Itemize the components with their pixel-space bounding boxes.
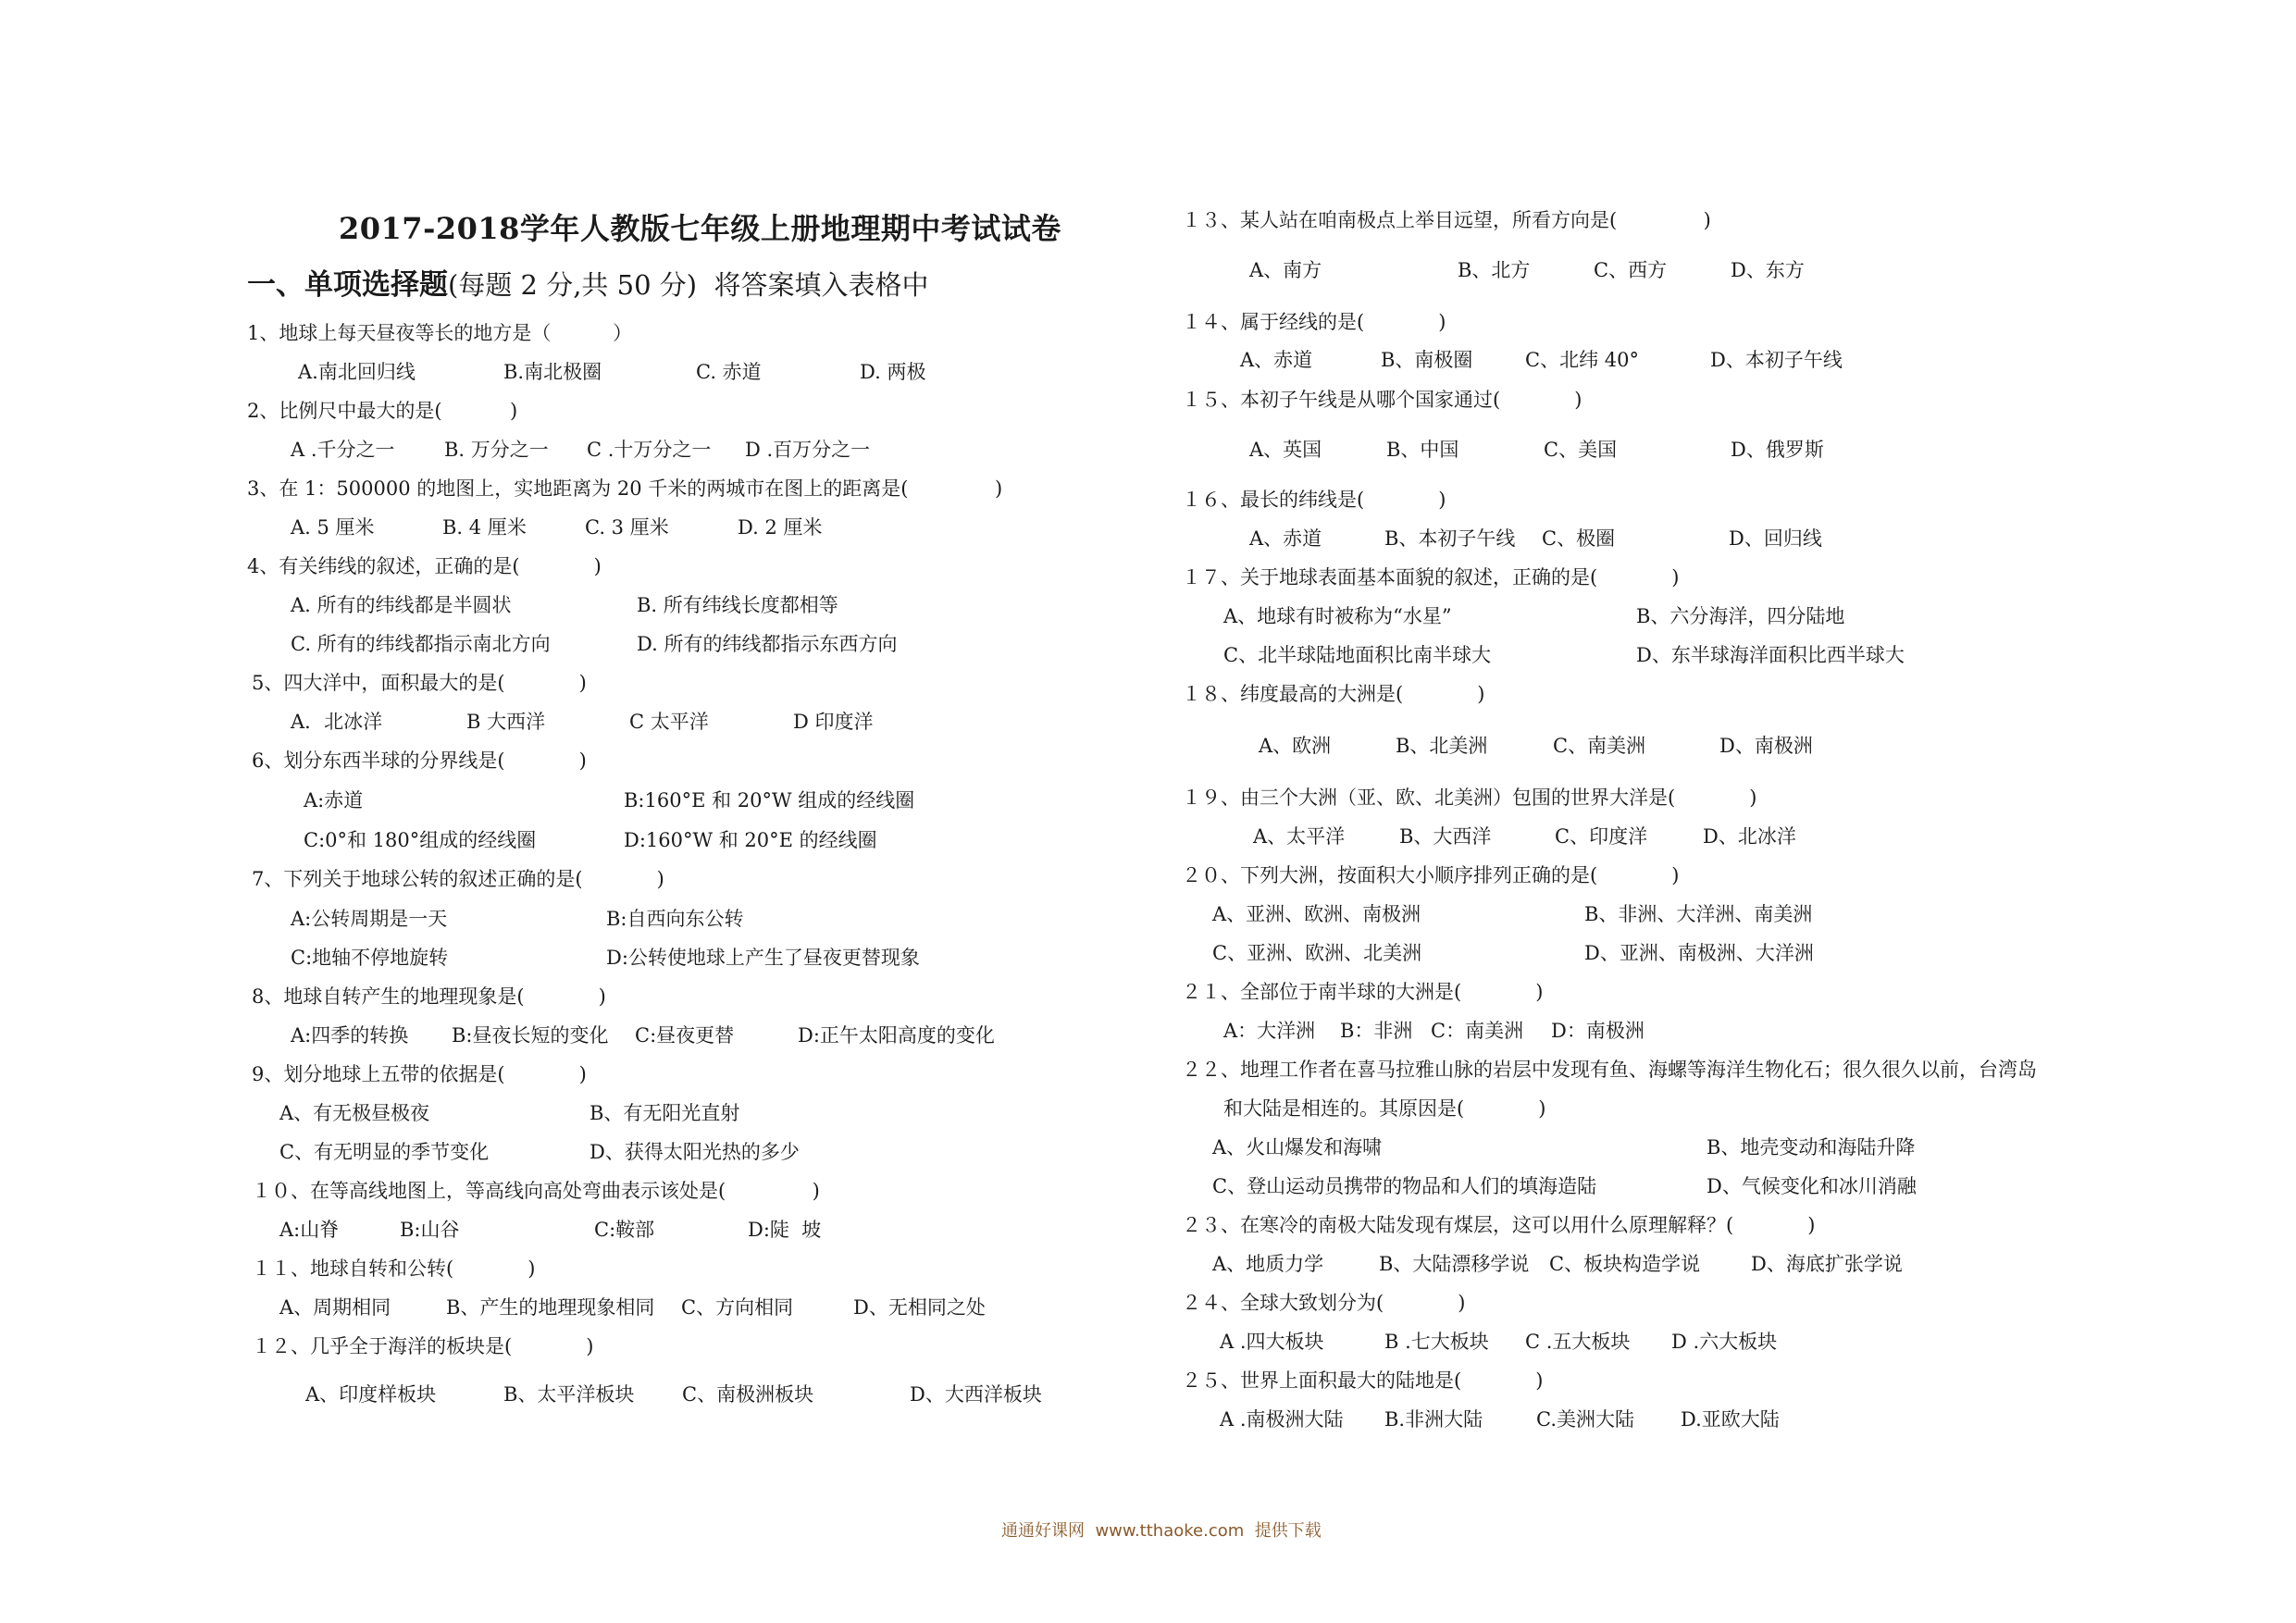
option: C:昼夜更替 [635, 1024, 735, 1047]
option: A、赤道 [1240, 349, 1313, 371]
question-22-continued: 和大陆是相连的。其原因是( ) [1223, 1097, 1546, 1120]
question-23: ２３、在寒冷的南极大陆发现有煤层，这可以用什么原理解释？( ) [1182, 1214, 1816, 1236]
question-6: 6、划分东西半球的分界线是( ) [252, 750, 587, 772]
option: B 大西洋 [466, 711, 546, 733]
option: C:地轴不停地旋转 [291, 947, 449, 969]
question-8: 8、地球自转产生的地理现象是( ) [252, 985, 606, 1008]
option: A:山脊 [279, 1219, 340, 1241]
option: A：大洋洲 [1223, 1020, 1316, 1042]
option: C、登山运动员携带的物品和人们的填海造陆 [1212, 1175, 1597, 1197]
option: A、周期相同 [279, 1296, 391, 1319]
question-22: ２２、地理工作者在喜马拉雅山脉的岩层中发现有鱼、海螺等海洋生物化石；很久很久以前，台湾岛 [1182, 1059, 2037, 1081]
option: C、美国 [1544, 439, 1618, 461]
option: D. 所有的纬线都指示东西方向 [637, 633, 898, 655]
option: B.非洲大陆 [1384, 1408, 1483, 1431]
option: D. 两极 [860, 361, 926, 383]
option: D、东半球海洋面积比西半球大 [1636, 644, 1905, 666]
option: A:公转周期是一天 [291, 908, 448, 930]
option: D、俄罗斯 [1731, 439, 1824, 461]
option: B、地壳变动和海陆升降 [1706, 1136, 1916, 1158]
section-instructions: (每题 2 分,共 50 分) 将答案填入表格中 [448, 269, 929, 301]
option: A、英国 [1249, 439, 1322, 461]
option: C、有无明显的季节变化 [279, 1141, 490, 1163]
question-20: ２０、下列大洲，按面积大小顺序排列正确的是( ) [1182, 864, 1680, 886]
option: B：非洲 [1340, 1020, 1413, 1042]
question-25: ２５、世界上面积最大的陆地是( ) [1182, 1369, 1544, 1392]
option: A．北冰洋 [291, 711, 383, 733]
option: B:160°E 和 20°W 组成的经线圈 [624, 789, 915, 812]
option: D、海底扩张学说 [1751, 1253, 1903, 1275]
question-5: 5、四大洋中，面积最大的是( ) [252, 672, 587, 694]
option: D.亚欧大陆 [1681, 1408, 1780, 1431]
option: A、南方 [1249, 259, 1322, 281]
option: A、印度样板块 [305, 1383, 437, 1406]
section-label: 一、单项选择题 [247, 268, 448, 302]
option: C .五大板块 [1525, 1331, 1631, 1353]
option: D、北冰洋 [1703, 825, 1796, 848]
option: A.南北回归线 [298, 361, 416, 383]
option: B. 所有纬线长度都相等 [637, 594, 838, 616]
question-24: ２４、全球大致划分为( ) [1182, 1292, 1466, 1314]
question-21: ２１、全部位于南半球的大洲是( ) [1182, 981, 1544, 1003]
option: D. 2 厘米 [738, 516, 823, 539]
option: D、气候变化和冰川消融 [1706, 1175, 1917, 1197]
option: B. 4 厘米 [442, 516, 527, 539]
option: A:四季的转换 [291, 1024, 409, 1047]
option: D、无相同之处 [853, 1296, 986, 1319]
option: B:昼夜长短的变化 [452, 1024, 609, 1047]
option: B、产生的地理现象相同 [446, 1296, 655, 1319]
option: C. 3 厘米 [585, 516, 669, 539]
option: B.南北极圈 [503, 361, 602, 383]
option: D、回归线 [1729, 527, 1822, 550]
option: B、大西洋 [1399, 825, 1492, 848]
option: D:160°W 和 20°E 的经线圈 [624, 829, 877, 851]
question-2: 2、比例尺中最大的是( ) [247, 400, 518, 422]
option: C：南美洲 [1431, 1020, 1524, 1042]
option: B、北美洲 [1396, 735, 1488, 757]
option: B、大陆漂移学说 [1379, 1253, 1530, 1275]
question-16: １６、最长的纬线是( ) [1182, 489, 1446, 511]
option: D:陡 坡 [748, 1219, 822, 1241]
option: D：南极洲 [1551, 1020, 1644, 1042]
option: C. 赤道 [696, 361, 762, 383]
option: D:正午太阳高度的变化 [798, 1024, 995, 1047]
option: B、非洲、大洋洲、南美洲 [1584, 903, 1813, 925]
option: A、地质力学 [1212, 1253, 1324, 1275]
option: D .六大板块 [1671, 1331, 1778, 1353]
option: A、火山爆发和海啸 [1212, 1136, 1383, 1158]
option: C、板块构造学说 [1549, 1253, 1701, 1275]
option: B、中国 [1386, 439, 1459, 461]
option: A、亚洲、欧洲、南极洲 [1212, 903, 1421, 925]
option: A、地球有时被称为“水星” [1223, 605, 1452, 627]
option: C、北半球陆地面积比南半球大 [1223, 644, 1492, 666]
option: A、欧洲 [1259, 735, 1332, 757]
option: A、太平洋 [1253, 825, 1346, 848]
question-4: 4、有关纬线的叙述，正确的是( ) [247, 555, 602, 577]
option: B、六分海洋，四分陆地 [1636, 605, 1845, 627]
option: D、获得太阳光热的多少 [590, 1141, 800, 1163]
option: C、印度洋 [1555, 825, 1648, 848]
question-17: １７、关于地球表面基本面貌的叙述，正确的是( ) [1182, 566, 1680, 588]
question-3: 3、在 1：500000 的地图上，实地距离为 20 千米的两城市在图上的距离是( ) [247, 477, 1003, 500]
option: C:0°和 180°组成的经线圈 [304, 829, 537, 851]
option: B .七大板块 [1384, 1331, 1489, 1353]
question-18: １８、纬度最高的大洲是( ) [1182, 683, 1485, 705]
option: A、有无极昼极夜 [279, 1102, 430, 1124]
question-9: 9、划分地球上五带的依据是( ) [252, 1063, 587, 1085]
option: D、大西洋板块 [910, 1383, 1042, 1406]
option: C、极圈 [1542, 527, 1616, 550]
option: A、赤道 [1249, 527, 1322, 550]
option: C.美洲大陆 [1536, 1408, 1634, 1431]
exam-title: 2017-2018学年人教版七年级上册地理期中考试试卷 [339, 211, 1061, 246]
option: B、太平洋板块 [503, 1383, 635, 1406]
option: C、北纬 40° [1525, 349, 1639, 371]
question-10: １０、在等高线地图上，等高线向高处弯曲表示该处是( ) [252, 1180, 820, 1202]
option: D、东方 [1731, 259, 1805, 281]
question-14: １４、属于经线的是( ) [1182, 311, 1446, 333]
option: B:自西向东公转 [606, 908, 744, 930]
option: A. 5 厘米 [291, 516, 375, 539]
option: C、南极洲板块 [682, 1383, 814, 1406]
option: C 太平洋 [629, 711, 709, 733]
question-7: 7、下列关于地球公转的叙述正确的是( ) [252, 868, 664, 890]
section-heading [247, 261, 929, 303]
option: D 印度洋 [793, 711, 874, 733]
option: B、本初子午线 [1384, 527, 1516, 550]
option: C. 所有的纬线都指示南北方向 [291, 633, 551, 655]
question-1: 1、地球上每天昼夜等长的地方是（ ） [247, 322, 633, 344]
option: C:鞍部 [594, 1219, 655, 1241]
option: A .南极洲大陆 [1220, 1408, 1344, 1431]
footer-source[interactable]: 通通好课网 www.tthaoke.com 提供下载 [1001, 1521, 1322, 1541]
option: C .十万分之一 [587, 439, 712, 461]
question-11: １１、地球自转和公转( ) [252, 1258, 536, 1280]
option: D、亚洲、南极洲、大洋洲 [1584, 942, 1814, 964]
question-15: １５、本初子午线是从哪个国家通过( ) [1182, 389, 1582, 411]
option: D、南极洲 [1719, 735, 1813, 757]
option: B、北方 [1458, 259, 1531, 281]
option: C、方向相同 [681, 1296, 794, 1319]
option: B:山谷 [400, 1219, 460, 1241]
option: C、南美洲 [1553, 735, 1646, 757]
question-12: １２、几乎全于海洋的板块是( ) [252, 1335, 594, 1357]
option: B、南极圈 [1381, 349, 1473, 371]
option: A .四大板块 [1220, 1331, 1324, 1353]
option: C、西方 [1594, 259, 1668, 281]
question-19: １９、由三个大洲（亚、欧、北美洲）包围的世界大洋是( ) [1182, 787, 1757, 809]
option: C、亚洲、欧洲、北美洲 [1212, 942, 1422, 964]
option: A .千分之一 [291, 439, 395, 461]
option: B、有无阳光直射 [590, 1102, 740, 1124]
option: B. 万分之一 [444, 439, 549, 461]
option: D:公转使地球上产生了昼夜更替现象 [606, 947, 920, 969]
option: D .百万分之一 [745, 439, 871, 461]
question-13: １３、某人站在咱南极点上举目远望，所看方向是( ) [1182, 209, 1711, 231]
option: A. 所有的纬线都是半圆状 [291, 594, 512, 616]
option: D、本初子午线 [1710, 349, 1843, 371]
option: A:赤道 [304, 789, 364, 812]
